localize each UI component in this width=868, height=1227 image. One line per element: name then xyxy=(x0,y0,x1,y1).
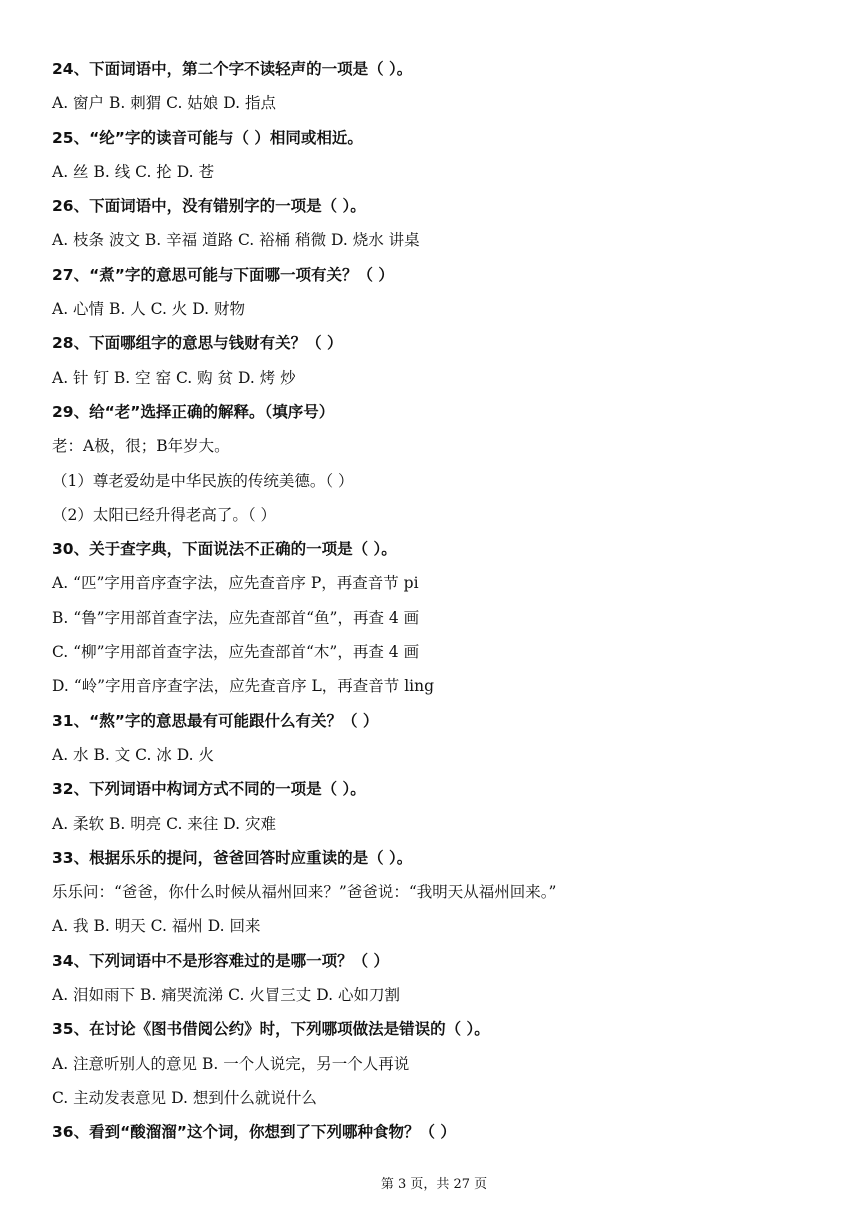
options-24: A. 窗户 B. 刺猬 C. 姑娘 D. 指点 xyxy=(52,94,276,113)
question-29: 29、给“老”选择正确的解释。（填序号） xyxy=(52,402,335,421)
question-25: 25、“纶”字的读音可能与（ ）相同或相近。 xyxy=(52,128,363,147)
question-34: 34、下列词语中不是形容难过的是哪一项？（ ） xyxy=(52,951,389,970)
options-27: A. 心情 B. 人 C. 火 D. 财物 xyxy=(52,300,245,319)
options-35-cd: C. 主动发表意见 D. 想到什么就说什么 xyxy=(52,1088,317,1107)
option-30-a: A. “匹”字用音序查字法，应先查音序 P，再查音节 pi xyxy=(52,574,419,593)
question-32: 32、下列词语中构词方式不同的一项是（ ）。 xyxy=(52,780,366,799)
question-27: 27、“煮”字的意思可能与下面哪一项有关？（ ） xyxy=(52,265,394,284)
options-35-ab: A. 注意听别人的意见 B. 一个人说完，另一个人再说 xyxy=(52,1054,410,1073)
question-30: 30、关于查字典，下面说法不正确的一项是（ ）。 xyxy=(52,540,397,559)
options-26: A. 枝条 波文 B. 辛福 道路 C. 裕桶 稍微 D. 烧水 讲桌 xyxy=(52,231,420,250)
question-33: 33、根据乐乐的提问，爸爸回答时应重读的是（ ）。 xyxy=(52,848,413,867)
option-30-c: C. “柳”字用部首查字法，应先查部首“木”，再查 4 画 xyxy=(52,643,420,662)
question-31: 31、“熬”字的意思最有可能跟什么有关？（ ） xyxy=(52,711,379,730)
option-30-d: D. “岭”字用音序查字法，应先查音序 L，再查音节 ling xyxy=(52,677,435,696)
options-33: A. 我 B. 明天 C. 福州 D. 回来 xyxy=(52,917,261,936)
question-35: 35、在讨论《图书借阅公约》时，下列哪项做法是错误的（ ）。 xyxy=(52,1020,490,1039)
definition-29: 老：A极，很；B年岁大。 xyxy=(52,437,230,456)
exam-page xyxy=(52,52,842,1150)
question-28: 28、下面哪组字的意思与钱财有关？（ ） xyxy=(52,334,343,353)
page-number: 第 3 页，共 27 页 xyxy=(380,1177,488,1192)
options-34: A. 泪如雨下 B. 痛哭流涕 C. 火冒三丈 D. 心如刀割 xyxy=(52,986,400,1005)
option-30-b: B. “鲁”字用部首查字法，应先查部首“鱼”，再查 4 画 xyxy=(52,608,420,627)
question-36: 36、看到“酸溜溜”这个词，你想到了下列哪种食物？（ ） xyxy=(52,1123,456,1142)
question-24: 24、下面词语中，第二个字不读轻声的一项是（ ）。 xyxy=(52,60,413,78)
options-28: A. 针 钉 B. 空 窑 C. 购 贫 D. 烤 炒 xyxy=(52,368,296,387)
subquestion-29-2: （2）太阳已经升得老高了。（ ） xyxy=(52,505,277,524)
subquestion-29-1: （1）尊老爱幼是中华民族的传统美德。（ ） xyxy=(52,471,354,490)
dialogue-33: 乐乐问：“爸爸，你什么时候从福州回来？”爸爸说：“我明天从福州回来。” xyxy=(52,883,557,902)
options-25: A. 丝 B. 线 C. 抡 D. 苍 xyxy=(52,162,214,181)
question-26: 26、下面词语中，没有错别字的一项是（ ）。 xyxy=(52,197,366,216)
options-31: A. 水 B. 文 C. 冰 D. 火 xyxy=(52,745,214,764)
options-32: A. 柔软 B. 明亮 C. 来往 D. 灾难 xyxy=(52,814,276,833)
